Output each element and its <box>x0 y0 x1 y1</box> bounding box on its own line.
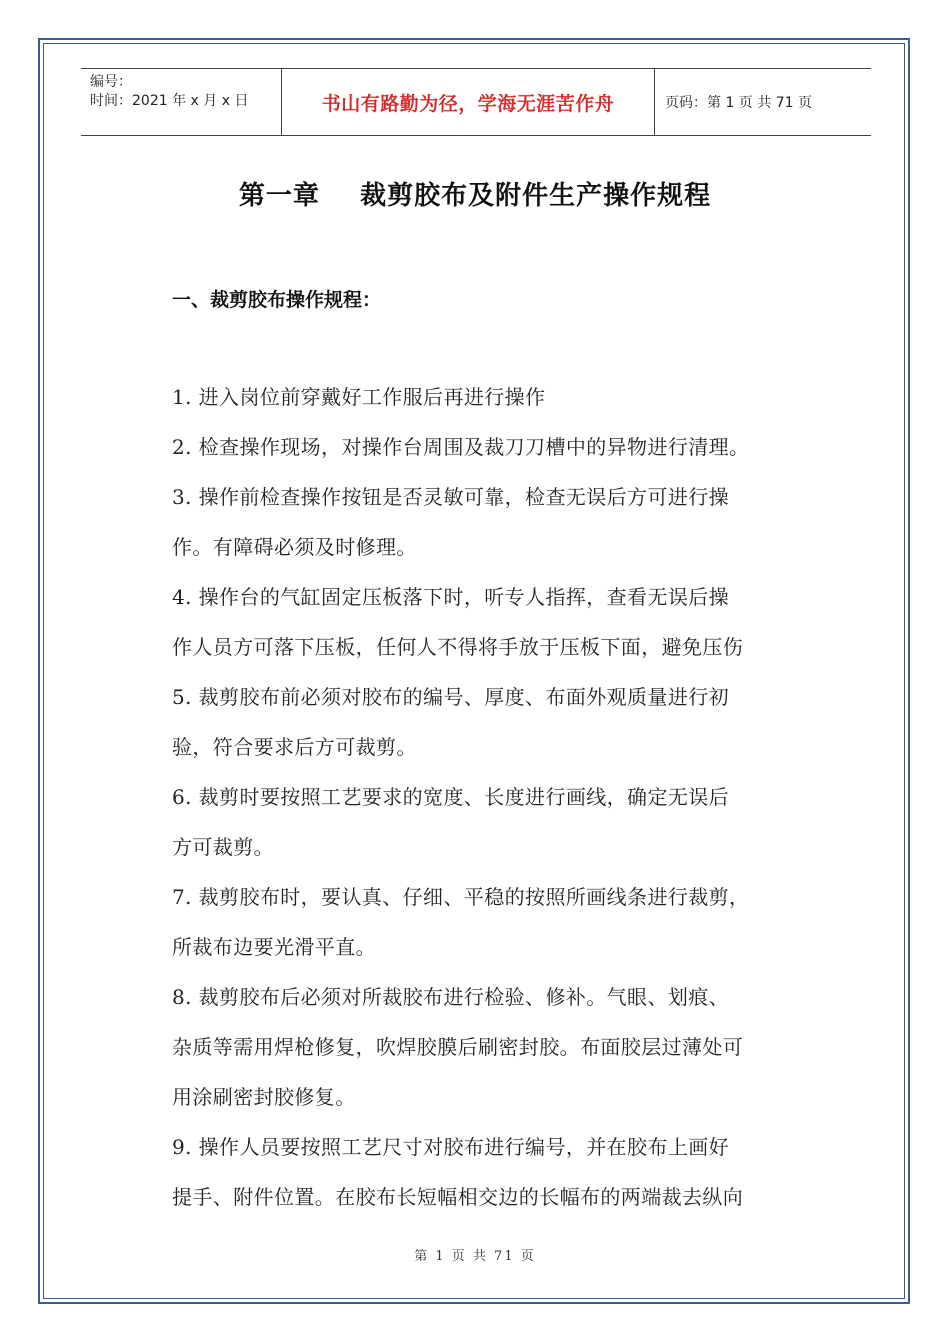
body-line: 作人员方可落下压板，任何人不得将手放于压板下面，避免压伤 <box>172 635 744 659</box>
body-line: 3. 操作前检查操作按钮是否灵敏可靠，检查无误后方可进行操 <box>172 485 730 509</box>
body-text <box>172 380 822 1230</box>
body-line: 杂质等需用焊枪修复，吹焊胶膜后刷密封胶。布面胶层过薄处可 <box>172 1035 744 1059</box>
body-line: 所裁布边要光滑平直。 <box>172 935 376 959</box>
body-line: 1. 进入岗位前穿戴好工作服后再进行操作 <box>172 385 546 409</box>
header-motto: 书山有路勤为径，学海无涯苦作舟 <box>282 69 655 135</box>
document-number-label: 编号： <box>90 74 132 90</box>
chapter-title: 第一章 裁剪胶布及附件生产操作规程 <box>238 181 712 211</box>
header-meta <box>81 69 282 135</box>
body-line: 5. 裁剪胶布前必须对胶布的编号、厚度、布面外观质量进行初 <box>172 685 730 709</box>
page-footer: 第 1 页 共 71 页 <box>414 1249 536 1264</box>
body-line: 作。有障碍必须及时修理。 <box>172 535 417 559</box>
body-line: 提手、附件位置。在胶布长短幅相交边的长幅布的两端裁去纵向 <box>172 1185 744 1209</box>
header-page-info: 页码：第 1 页 共 71 页 <box>665 95 812 111</box>
section-heading: 一、裁剪胶布操作规程： <box>172 289 382 311</box>
document-date-label: 时间：2021 年 x 月 x 日 <box>90 93 249 109</box>
body-line: 8. 裁剪胶布后必须对所裁胶布进行检验、修补。气眼、划痕、 <box>172 985 730 1009</box>
body-line: 验，符合要求后方可裁剪。 <box>172 735 417 759</box>
body-line: 方可裁剪。 <box>172 835 274 859</box>
body-line: 2. 检查操作现场，对操作台周围及裁刀刀槽中的异物进行清理。 <box>172 435 750 459</box>
header-table <box>81 68 871 136</box>
body-line: 9. 操作人员要按照工艺尺寸对胶布进行编号，并在胶布上画好 <box>172 1135 730 1159</box>
body-line: 6. 裁剪时要按照工艺要求的宽度、长度进行画线，确定无误后 <box>172 785 730 809</box>
body-line: 7. 裁剪胶布时，要认真、仔细、平稳的按照所画线条进行裁剪， <box>172 885 750 909</box>
body-line: 用涂刷密封胶修复。 <box>172 1085 356 1109</box>
body-line: 4. 操作台的气缸固定压板落下时，听专人指挥，查看无误后操 <box>172 585 730 609</box>
